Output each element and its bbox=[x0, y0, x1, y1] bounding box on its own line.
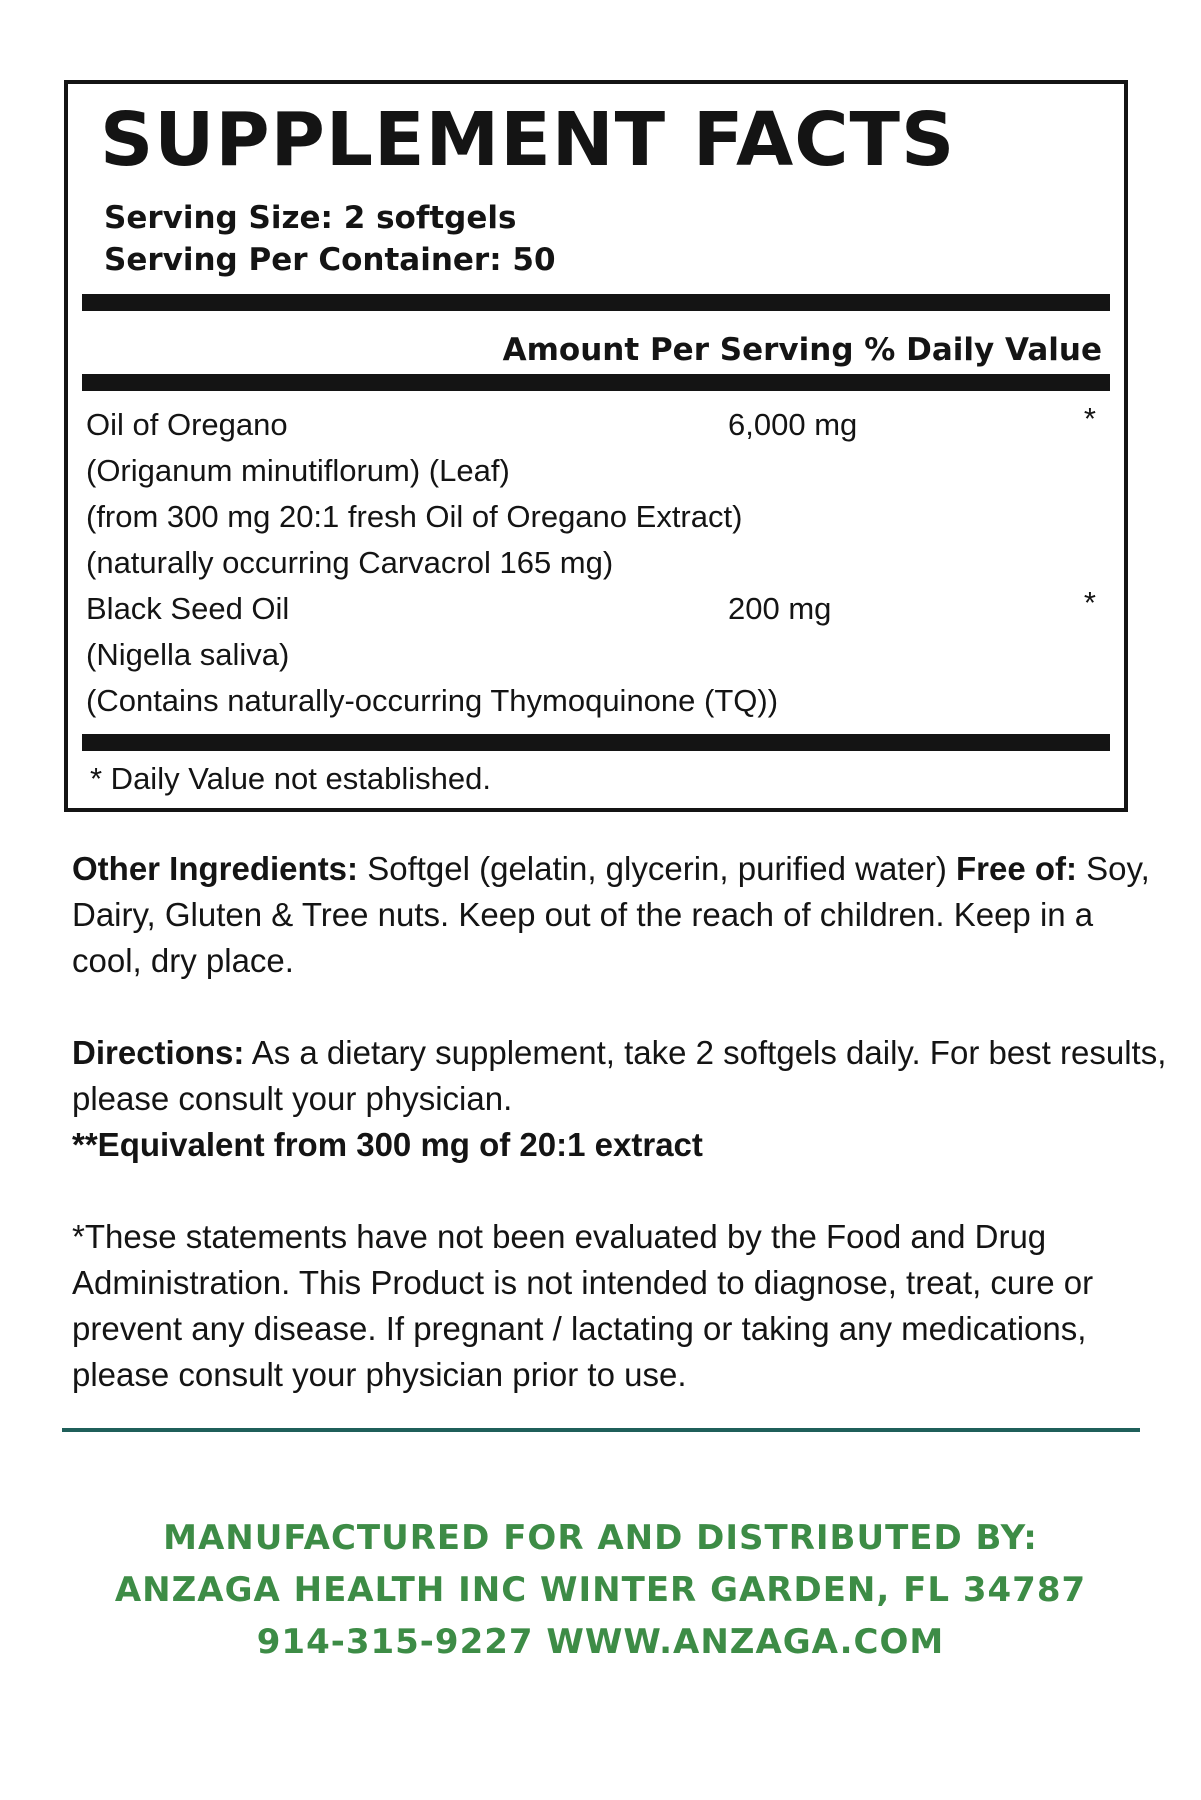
other-ingredients-text: Softgel (gelatin, glycerin, purified water) bbox=[358, 850, 956, 887]
table-row bbox=[82, 540, 1110, 586]
ingredient-name: Oil of Oregano bbox=[86, 407, 288, 442]
panel-title: SUPPLEMENT FACTS bbox=[100, 97, 956, 183]
table-row bbox=[82, 678, 1110, 724]
equivalent-note: **Equivalent from 300 mg of 20:1 extract bbox=[72, 1126, 703, 1163]
table-row bbox=[82, 586, 1110, 632]
thick-divider bbox=[82, 294, 1110, 311]
directions-text: As a dietary supplement, take 2 softgels daily. For best results, please consult your physician. bbox=[72, 1034, 1167, 1117]
ingredient-name: Black Seed Oil bbox=[86, 591, 290, 626]
table-row bbox=[82, 494, 1110, 540]
daily-value: * bbox=[1083, 585, 1096, 620]
thick-divider bbox=[82, 374, 1110, 391]
manufacturer-contact: 914-315-9227 WWW.ANZAGA.COM bbox=[256, 1622, 945, 1662]
ingredient-amount: 200 mg bbox=[728, 591, 832, 626]
other-ingredients-label: Other Ingredients: bbox=[72, 850, 359, 887]
table-row bbox=[82, 402, 1110, 448]
ingredient-amount: 6,000 mg bbox=[728, 407, 858, 442]
serving-size: Serving Size: 2 softgels bbox=[104, 200, 517, 236]
ingredient-table bbox=[82, 402, 1110, 724]
table-header: Amount Per Serving % Daily Value bbox=[502, 332, 1102, 368]
supplement-facts-panel bbox=[64, 80, 1128, 812]
fda-disclaimer: *These statements have not been evaluated by the Food and Drug Administration. This Product is not intended to diagnose, treat, cure or prevent any disease. If pregnant / lactating or taking any medications, please consult your physician prior to use. bbox=[72, 1218, 1094, 1393]
ingredient-name: (Origanum minutiflorum) (Leaf) bbox=[86, 453, 510, 488]
directions-label: Directions: bbox=[72, 1034, 245, 1071]
directions-paragraph bbox=[72, 1030, 1172, 1168]
free-of-text: Soy, Dairy, Gluten & Tree nuts. Keep out of the reach of children. Keep in a cool, dry place. bbox=[72, 850, 1150, 979]
ingredient-name: (from 300 mg 20:1 fresh Oil of Oregano Extract) bbox=[86, 499, 743, 534]
table-row bbox=[82, 448, 1110, 494]
servings-per-container: Serving Per Container: 50 bbox=[104, 242, 556, 278]
daily-value: * bbox=[1083, 401, 1096, 436]
ingredient-name: (Nigella saliva) bbox=[86, 637, 290, 672]
ingredient-name: (naturally occurring Carvacrol 165 mg) bbox=[86, 545, 614, 580]
manufacturer-line-2: ANZAGA HEALTH INC WINTER GARDEN, FL 34787 bbox=[114, 1570, 1087, 1610]
daily-value-footnote: * Daily Value not established. bbox=[90, 761, 491, 796]
ingredient-name: (Contains naturally-occurring Thymoquinone (TQ)) bbox=[86, 683, 779, 718]
section-divider bbox=[62, 1428, 1140, 1432]
manufacturer-line-1: MANUFACTURED FOR AND DISTRIBUTED BY: bbox=[163, 1518, 1038, 1558]
thick-divider bbox=[82, 734, 1110, 751]
free-of-label: Free of: bbox=[955, 850, 1077, 887]
table-row bbox=[82, 632, 1110, 678]
other-ingredients-paragraph bbox=[72, 846, 1172, 984]
